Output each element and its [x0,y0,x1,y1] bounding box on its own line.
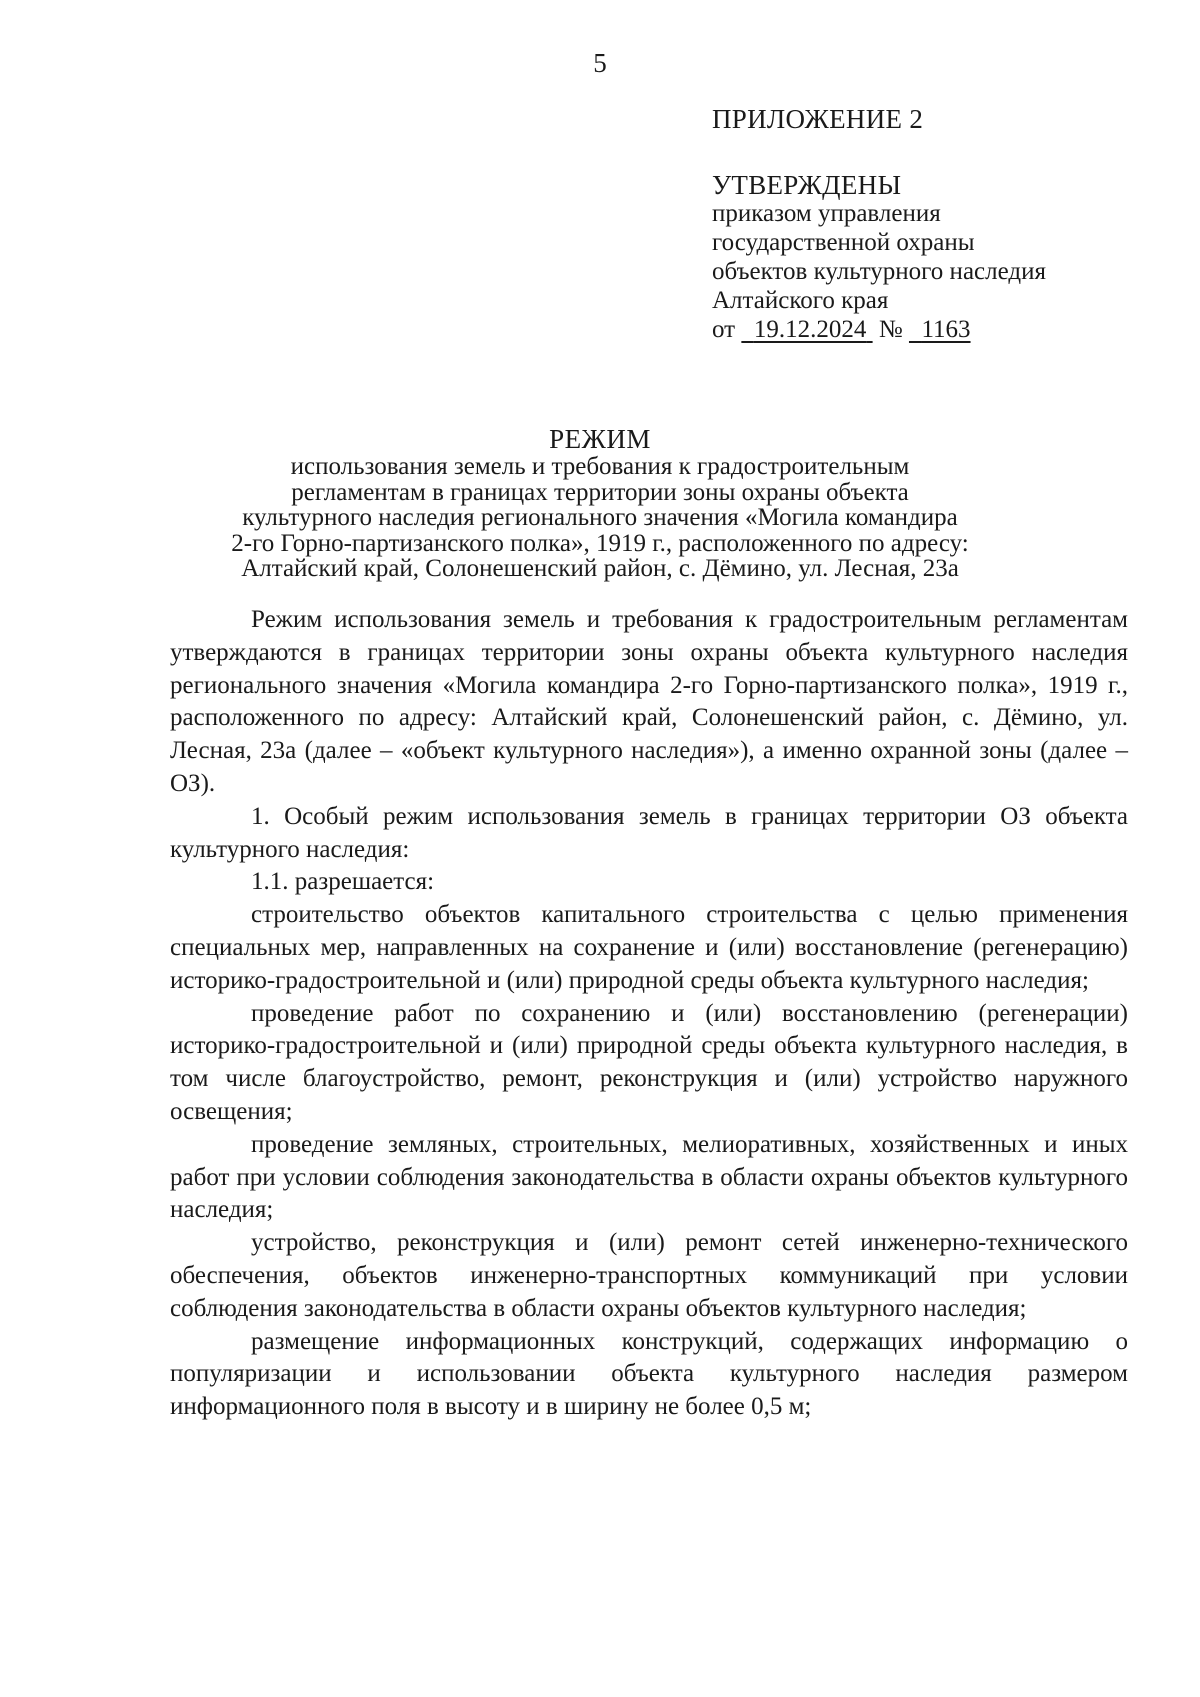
title-line: 2-го Горно-партизанского полка», 1919 г., расположенного по адресу: [231,529,969,557]
allowed-item: проведение земляных, строительных, мелиоративных, хозяйственных и иных работ при условии соблюдения законодательства в области охраны объектов культурного наследия; [170,1130,1128,1224]
approval-block [712,104,1046,344]
document-body [170,604,1128,1424]
page-number: 5 [593,48,607,78]
allowed-item: строительство объектов капитального строительства с целью применения специальных мер, направленных на сохранение и (или) восстановление (регенерацию) историко-градостроительной и (или) природной среды объекта культурного наследия; [170,901,1128,994]
approval-line: государственной охраны [712,229,975,256]
allowed-item: устройство, реконструкция и (или) ремонт сетей инженерно-технического обеспечения, объектов инженерно-транспортных коммуникаций при условии соблюдения законодательства в области охраны объектов культурного наследия; [170,1229,1128,1322]
title-line: Алтайский край, Солонешенский район, с. Дёмино, ул. Лесная, 23а [241,555,959,582]
allowed-item: размещение информационных конструкций, содержащих информацию о популяризации и использовании объекта культурного наследия размером информационного поля в высоту и в ширину не более 0,5 м; [170,1327,1128,1421]
order-number-sign: № [878,316,903,343]
order-date: 19.12.2024 [753,316,867,343]
section-1-1-paragraph: 1.1. разрешается: [251,868,435,896]
title-line: культурного наследия регионального значения «Могила командира [242,504,958,531]
approved-label: УТВЕРЖДЕНЫ [712,170,902,200]
allowed-item: проведение работ по сохранению и (или) восстановлению (регенерации) историко-градостроительной и (или) природной среды объекта культурного наследия, в том числе благоустройство, ремонт, реконструкция и (или) устройство наружного освещения; [170,999,1128,1125]
title-line: использования земель и требования к градостроительным [290,453,910,480]
document-title [150,424,1050,582]
intro-paragraph: Режим использования земель и требования к градостроительным регламентам утверждаются в границах территории зоны охраны объекта культурного наследия регионального значения «Могила командира 2-го Горно-партизанского полка», 1919 г., расположенного по адресу: Алтайский край, Солонешенский район, с. Дёмино, ул. Лесная, 23а (далее – «объект культурного наследия»), а именно охранной зоны (далее – ОЗ). [170,606,1128,797]
order-prefix: от [712,316,736,343]
section-1-paragraph: 1. Особый режим использования земель в границах территории ОЗ объекта культурного наследия: [170,802,1128,863]
order-number: 1163 [921,316,971,343]
title-line: регламентам в границах территории зоны охраны объекта [291,478,909,506]
title-heading: РЕЖИМ [549,424,651,454]
approval-line: объектов культурного наследия [712,258,1046,285]
approval-line: приказом управления [712,200,941,227]
order-line [712,315,1046,344]
appendix-label: ПРИЛОЖЕНИЕ 2 [712,104,924,134]
approval-line: Алтайского края [712,287,889,314]
